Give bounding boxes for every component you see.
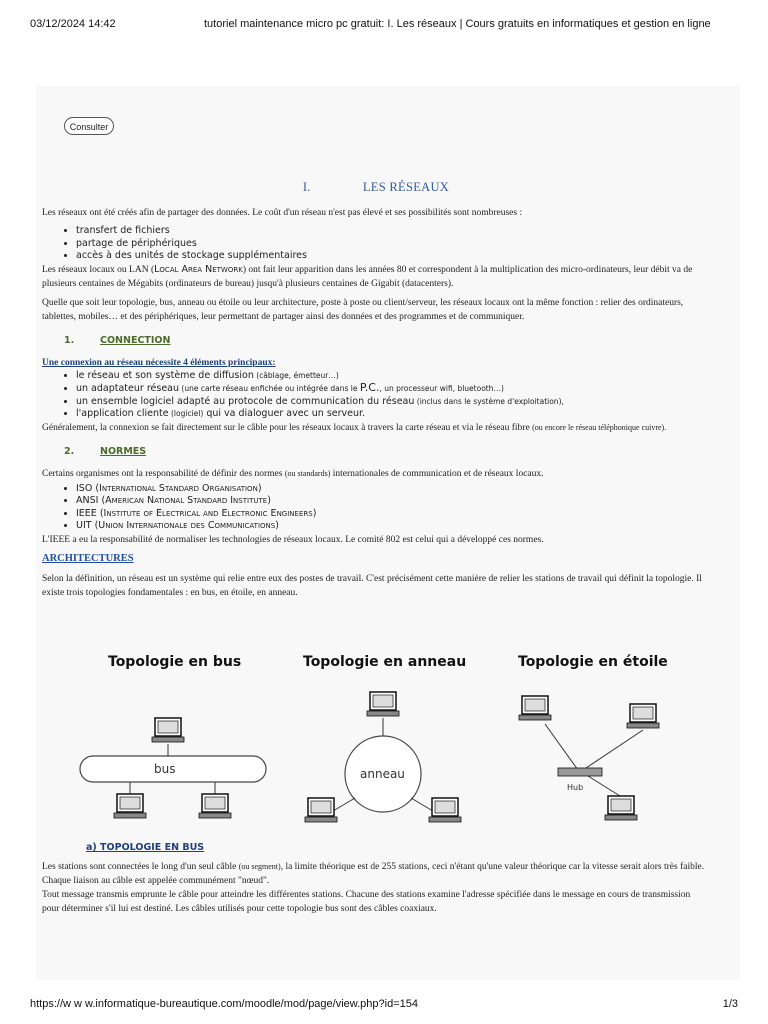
normes-lead xyxy=(42,467,710,481)
main-heading-text: LES RÉSEAUX xyxy=(362,180,450,194)
norm-name: Union Internationale des Communications xyxy=(98,520,276,531)
norm-end: ) xyxy=(267,495,271,506)
print-title: tutoriel maintenance micro pc gratuit: I. Les réseaux | Cours gratuits en informatiques et gestion en ligne xyxy=(204,18,711,30)
page-number: 1/3 xyxy=(722,998,738,1010)
connection-after xyxy=(42,421,710,435)
item-note: (une carte réseau enfichée ou intégrée dans le xyxy=(179,384,360,393)
intro-list xyxy=(42,225,710,263)
intro-paragraph: Les réseaux ont été créés afin de partager des données. Le coût d'un réseau n'est pas élevé et ses possibilités sont nombreuses : xyxy=(42,208,523,218)
item-note: , un processeur wifi, bluetooth…) xyxy=(379,384,504,393)
normes-lead-b: internationales de communication et de réseaux locaux. xyxy=(330,468,544,479)
list-item xyxy=(76,520,710,533)
list-item xyxy=(76,408,710,421)
bus-topology-text xyxy=(42,860,710,921)
print-footer xyxy=(0,998,768,1024)
document-body xyxy=(42,180,710,605)
norm-abbr: UIT ( xyxy=(76,520,99,531)
lan-text-b: ) ont fait leur apparition dans les années 80 et correspondent à la multiplication des micro-ordinateurs, leur débit va de plusieurs centaines de Mégabits (ordinateurs de bureau) jusqu'à plusieurs centaines de Gigabit (datacenters). xyxy=(42,264,693,289)
computer-icon xyxy=(199,794,231,818)
section-number: 1. xyxy=(64,334,75,346)
ring-label: anneau xyxy=(360,767,405,781)
norm-name: International Standard Organisation xyxy=(99,482,258,494)
normes-lead-note: (ou standards) xyxy=(284,468,331,478)
list-item xyxy=(76,495,710,508)
computer-icon xyxy=(367,692,399,716)
item-main: le réseau et son système de diffusion xyxy=(76,369,254,381)
computer-icon xyxy=(605,796,637,820)
print-header xyxy=(0,0,768,30)
list-item: • transfert de fichiers xyxy=(76,225,710,238)
norm-abbr: IEEE ( xyxy=(76,507,104,519)
item-main: l'application cliente xyxy=(76,408,169,419)
list-item: • accès à des unités de stockage supplémentaires xyxy=(76,250,710,263)
connection-after-text: Généralement, la connexion se fait directement sur le câble pour les réseaux locaux à travers la carte réseau et via le réseau fibre xyxy=(42,422,533,433)
main-heading-number: I. xyxy=(302,180,311,194)
topology-paragraph: Quelle que soit leur topologie, bus, anneau ou étoile ou leur architecture, poste à poste ou client/serveur, les réseaux locaux ont la même fonction : relier des ordinateurs, tablettes, mobiles… et des périphériques, leur permettant de partager ainsi des données et des programmes et de communiquer. xyxy=(42,297,684,322)
computer-icon xyxy=(114,794,146,818)
norm-end: ) xyxy=(275,520,279,531)
item-note: (inclus dans le système d'exploitation), xyxy=(414,396,564,406)
section-connection-heading xyxy=(64,334,710,348)
item-pc: P.C. xyxy=(359,381,380,394)
list-item xyxy=(76,483,710,496)
bus-text-b: , la limite théorique est de 255 stations, ceci n'étant qu'une valeur théorique car la vitesse serait alors très faible. Chaque liaison au câble est appelée communément "nœud". xyxy=(42,862,705,886)
bus-paragraph-1 xyxy=(42,860,710,888)
connection-lead: Une connexion au réseau nécessite 4 éléments principaux: xyxy=(42,357,276,368)
bus-diagram xyxy=(80,718,266,818)
normes-list xyxy=(42,483,710,533)
item-note: (câblage, émetteur…) xyxy=(253,370,339,380)
norm-end: ) xyxy=(257,482,262,494)
computer-icon xyxy=(152,718,184,742)
computer-icon xyxy=(305,798,337,822)
architectures-heading: ARCHITECTURES xyxy=(42,552,134,564)
bus-text-a: Les stations sont connectées le long d'un seul câble xyxy=(42,862,239,872)
item-main: qui va dialoguer avec un serveur. xyxy=(203,408,366,419)
print-datetime: 03/12/2024 14:42 xyxy=(30,18,116,30)
bus-topology-title: Topologie en bus xyxy=(108,654,242,670)
computer-icon xyxy=(429,798,461,822)
connection-list xyxy=(42,370,710,421)
consult-button[interactable]: Consulter xyxy=(64,117,114,135)
bus-topology-heading: a) TOPOLOGIE EN BUS xyxy=(86,842,205,853)
section-title: CONNECTION xyxy=(100,334,171,346)
bus-note: (ou segment) xyxy=(238,862,281,871)
hub-icon xyxy=(558,768,602,776)
connection-after-note: (ou encore le réseau téléphonique cuivre). xyxy=(532,422,667,432)
hub-label: Hub xyxy=(567,783,584,792)
star-diagram xyxy=(519,696,659,820)
item-note: (logiciel) xyxy=(168,409,204,418)
section-number: 2. xyxy=(64,445,75,457)
bus-label: bus xyxy=(154,762,176,776)
computer-icon xyxy=(627,704,659,728)
norm-end: ) xyxy=(312,507,317,519)
list-item: • partage de périphériques xyxy=(76,238,710,251)
normes-lead-a: Certains organismes ont la responsabilité de définir des normes xyxy=(42,468,285,479)
topology-svg xyxy=(60,648,720,848)
item-main: un ensemble logiciel adapté au protocole de communication du réseau xyxy=(76,395,415,407)
norm-abbr: ISO ( xyxy=(76,482,100,494)
print-url[interactable]: https://w w w.informatique-bureautique.com/moodle/mod/page/view.php?id=154 xyxy=(30,998,418,1010)
list-item xyxy=(76,396,710,409)
ring-topology-title: Topologie en anneau xyxy=(303,654,467,670)
bus-paragraph-2: Tout message transmis emprunte le câble pour atteindre les différentes stations. Chacune des stations examine l'adresse spécifiée dans le message en cours de transmission pour déterminer s'il lui est destiné. Les câbles utilisés pour cette topologie bus sont des câbles coaxiaux. xyxy=(42,890,691,914)
star-topology-title: Topologie en étoile xyxy=(518,654,668,670)
item-main: un adaptateur réseau xyxy=(76,383,180,394)
section-normes-heading xyxy=(64,445,710,459)
lan-paragraph xyxy=(42,263,710,291)
list-item xyxy=(76,382,710,396)
lan-acronym: Local Area Network xyxy=(154,263,243,275)
topology-diagram xyxy=(60,648,720,848)
norm-name: Institute of Electrical and Electronic Engineers xyxy=(103,507,313,519)
list-item xyxy=(76,370,710,383)
architectures-paragraph: Selon la définition, un réseau est un système qui relie entre eux des postes de travail. C'est précisément cette manière de relier les stations de travail qui définit la topologie. Il existe trois topologies fondamentales : en bus, en étoile, en anneau. xyxy=(42,573,702,598)
section-title: NORMES xyxy=(100,445,147,457)
normes-after: L'IEEE a eu la responsabilité de normaliser les technologies de réseaux locaux. Le comité 802 est celui qui a développé ces normes. xyxy=(42,534,544,545)
norm-abbr: ANSI ( xyxy=(76,495,106,506)
lan-text-a: Les réseaux locaux ou LAN ( xyxy=(42,264,155,275)
list-item xyxy=(76,508,710,521)
ring-diagram xyxy=(305,692,461,822)
computer-icon xyxy=(519,696,551,720)
norm-name: American National Standard Institute xyxy=(105,495,268,506)
main-heading xyxy=(42,180,710,194)
